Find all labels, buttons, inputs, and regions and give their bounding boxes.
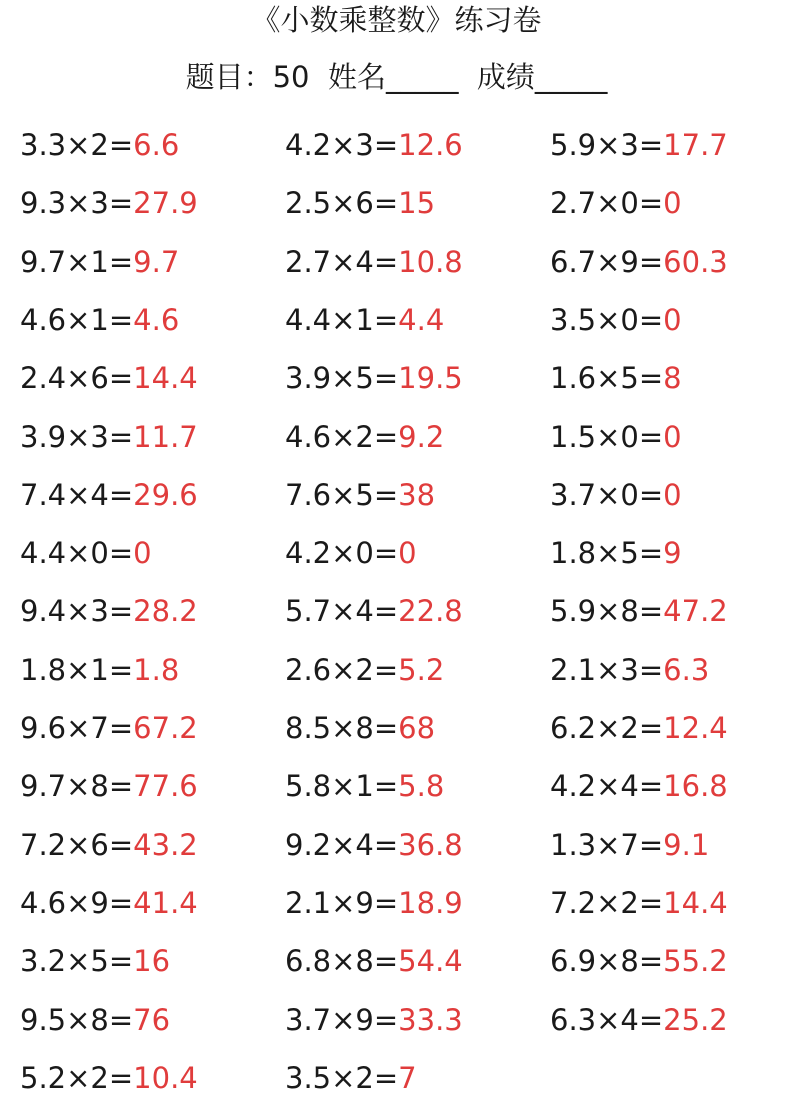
- problem-answer: 6.6: [133, 128, 180, 162]
- problem-answer: 8: [663, 361, 682, 396]
- problem-answer: 0: [663, 477, 682, 512]
- problem-item: [550, 182, 682, 224]
- worksheet-title: 《小数乘整数》练习卷: [251, 3, 542, 37]
- problem-expression: 6.2×2=: [550, 711, 664, 745]
- problem-item: [20, 241, 179, 283]
- problem-item: [550, 940, 728, 982]
- problem-item: [20, 940, 170, 982]
- problem-expression: 8.5×8=: [285, 711, 399, 745]
- problem-expression: 1.6×5=: [550, 361, 664, 396]
- problem-expression: 9.4×3=: [20, 594, 134, 629]
- problem-expression: 5.9×8=: [550, 594, 664, 629]
- problem-answer: 12.4: [663, 711, 728, 745]
- problem-count: 50: [272, 60, 310, 94]
- problem-answer: 9: [663, 536, 682, 571]
- problem-item: [285, 940, 463, 982]
- problem-answer: 33.3: [398, 1002, 463, 1037]
- score-field-label: 成绩_____: [476, 60, 608, 94]
- problem-answer: 0: [133, 536, 152, 571]
- problem-expression: 4.6×9=: [20, 885, 134, 920]
- problem-item: [285, 824, 463, 866]
- problem-answer: 14.4: [663, 885, 728, 920]
- problem-expression: 2.7×0=: [550, 186, 664, 221]
- problem-item: [550, 824, 709, 866]
- problem-item: [550, 357, 682, 399]
- problem-item: [285, 124, 463, 166]
- problem-item: [285, 416, 444, 458]
- problem-answer: 19.5: [398, 361, 463, 396]
- problem-expression: 4.4×1=: [285, 302, 399, 337]
- problem-item: [550, 299, 682, 341]
- problem-expression: 4.2×0=: [285, 536, 399, 571]
- name-field-label: 姓名_____: [327, 60, 459, 94]
- problem-answer: 17.7: [663, 128, 728, 162]
- problem-answer: 6.3: [663, 652, 710, 687]
- subject-label: 题目：: [185, 60, 273, 94]
- problem-expression: 6.7×9=: [550, 244, 664, 279]
- problem-answer: 7: [398, 1060, 417, 1095]
- problem-item: [285, 1057, 417, 1099]
- problem-expression: 9.5×8=: [20, 1002, 134, 1037]
- problem-answer: 14.4: [133, 361, 198, 396]
- problem-answer: 36.8: [398, 827, 463, 862]
- problem-answer: 60.3: [663, 244, 728, 279]
- worksheet-header-line: [0, 58, 793, 96]
- problem-expression: 3.2×5=: [20, 944, 134, 979]
- problem-item: [550, 241, 728, 283]
- problem-expression: 4.2×4=: [550, 769, 664, 804]
- problem-answer: 76: [133, 1002, 171, 1037]
- problem-answer: 25.2: [663, 1002, 728, 1037]
- problem-item: [550, 416, 682, 458]
- problem-answer: 67.2: [133, 711, 198, 745]
- problem-expression: 1.8×5=: [550, 536, 664, 571]
- problem-item: [20, 649, 179, 691]
- problem-answer: 5.8: [398, 769, 445, 804]
- header-gap: [310, 60, 328, 94]
- problem-answer: 15: [398, 186, 436, 221]
- problem-item: [20, 124, 179, 166]
- problem-expression: 3.7×9=: [285, 1002, 399, 1037]
- problem-answer: 0: [663, 302, 682, 337]
- problem-expression: 4.6×1=: [20, 302, 134, 337]
- problem-expression: 6.8×8=: [285, 944, 399, 979]
- problem-expression: 4.2×3=: [285, 128, 399, 162]
- problem-item: [550, 707, 728, 749]
- problem-expression: 7.2×2=: [550, 885, 664, 920]
- problem-answer: 43.2: [133, 827, 198, 862]
- problem-item: [285, 707, 435, 749]
- problem-answer: 0: [663, 419, 682, 454]
- problem-expression: 1.8×1=: [20, 652, 134, 687]
- problem-expression: 3.9×3=: [20, 419, 134, 454]
- problem-expression: 3.5×2=: [285, 1060, 399, 1095]
- problem-answer: 11.7: [133, 419, 198, 454]
- problem-answer: 27.9: [133, 186, 198, 221]
- problem-item: [20, 357, 198, 399]
- problem-expression: 3.7×0=: [550, 477, 664, 512]
- problem-item: [285, 474, 435, 516]
- problem-expression: 1.3×7=: [550, 827, 664, 862]
- problem-item: [550, 765, 728, 807]
- problem-expression: 7.6×5=: [285, 477, 399, 512]
- problem-expression: 2.4×6=: [20, 361, 134, 396]
- problem-item: [550, 474, 682, 516]
- problem-answer: 4.6: [133, 302, 180, 337]
- problem-item: [550, 999, 728, 1041]
- problem-item: [285, 882, 463, 924]
- problem-expression: 3.3×2=: [20, 128, 134, 162]
- problem-expression: 9.6×7=: [20, 711, 134, 745]
- problem-item: [20, 182, 198, 224]
- header-gap: [458, 60, 476, 94]
- problem-item: [20, 707, 198, 749]
- problem-item: [285, 590, 463, 632]
- problem-expression: 4.6×2=: [285, 419, 399, 454]
- problem-answer: 77.6: [133, 769, 198, 804]
- problem-item: [20, 416, 198, 458]
- problem-answer: 38: [398, 477, 436, 512]
- problem-answer: 68: [398, 711, 436, 745]
- problem-item: [20, 532, 152, 574]
- problem-item: [20, 999, 170, 1041]
- problem-answer: 9.1: [663, 827, 710, 862]
- problem-answer: 47.2: [663, 594, 728, 629]
- problem-expression: 5.2×2=: [20, 1060, 134, 1095]
- problem-item: [550, 124, 728, 166]
- problem-item: [285, 241, 463, 283]
- problem-expression: 7.2×6=: [20, 827, 134, 862]
- problem-answer: 18.9: [398, 885, 463, 920]
- problem-item: [550, 590, 728, 632]
- problem-expression: 2.1×9=: [285, 885, 399, 920]
- problem-expression: 2.6×2=: [285, 652, 399, 687]
- problem-answer: 29.6: [133, 477, 198, 512]
- problem-expression: 7.4×4=: [20, 477, 134, 512]
- problem-expression: 9.3×3=: [20, 186, 134, 221]
- problem-item: [285, 182, 435, 224]
- problem-expression: 3.9×5=: [285, 361, 399, 396]
- problem-answer: 16.8: [663, 769, 728, 804]
- problem-item: [285, 299, 444, 341]
- problem-answer: 10.4: [133, 1060, 198, 1095]
- problem-item: [20, 1057, 198, 1099]
- problem-item: [20, 590, 198, 632]
- problem-item: [285, 357, 463, 399]
- problem-answer: 55.2: [663, 944, 728, 979]
- problem-item: [550, 532, 682, 574]
- problem-expression: 6.3×4=: [550, 1002, 664, 1037]
- problem-expression: 3.5×0=: [550, 302, 664, 337]
- problem-expression: 5.7×4=: [285, 594, 399, 629]
- problem-item: [20, 474, 198, 516]
- problem-item: [285, 999, 463, 1041]
- problem-answer: 12.6: [398, 128, 463, 162]
- problem-item: [550, 649, 709, 691]
- problem-expression: 2.5×6=: [285, 186, 399, 221]
- problem-answer: 9.7: [133, 244, 180, 279]
- problem-grid: [20, 124, 793, 1095]
- problem-item: [20, 765, 198, 807]
- problem-expression: 4.4×0=: [20, 536, 134, 571]
- problem-expression: 2.7×4=: [285, 244, 399, 279]
- problem-expression: 9.7×8=: [20, 769, 134, 804]
- problem-answer: 9.2: [398, 419, 445, 454]
- problem-expression: 1.5×0=: [550, 419, 664, 454]
- problem-expression: 2.1×3=: [550, 652, 664, 687]
- problem-item: [20, 882, 198, 924]
- problem-item: [285, 765, 444, 807]
- problem-answer: 5.2: [398, 652, 445, 687]
- problem-answer: 16: [133, 944, 171, 979]
- problem-item: [550, 882, 728, 924]
- problem-answer: 1.8: [133, 652, 180, 687]
- problem-item: [285, 532, 417, 574]
- problem-expression: 9.7×1=: [20, 244, 134, 279]
- problem-answer: 54.4: [398, 944, 463, 979]
- problem-item: [20, 299, 179, 341]
- problem-expression: 5.8×1=: [285, 769, 399, 804]
- problem-expression: 5.9×3=: [550, 128, 664, 162]
- problem-expression: 9.2×4=: [285, 827, 399, 862]
- problem-answer: 10.8: [398, 244, 463, 279]
- problem-answer: 0: [663, 186, 682, 221]
- problem-answer: 4.4: [398, 302, 445, 337]
- problem-answer: 22.8: [398, 594, 463, 629]
- problem-item: [20, 824, 198, 866]
- problem-answer: 28.2: [133, 594, 198, 629]
- problem-item: [285, 649, 444, 691]
- problem-expression: 6.9×8=: [550, 944, 664, 979]
- problem-answer: 41.4: [133, 885, 198, 920]
- problem-answer: 0: [398, 536, 417, 571]
